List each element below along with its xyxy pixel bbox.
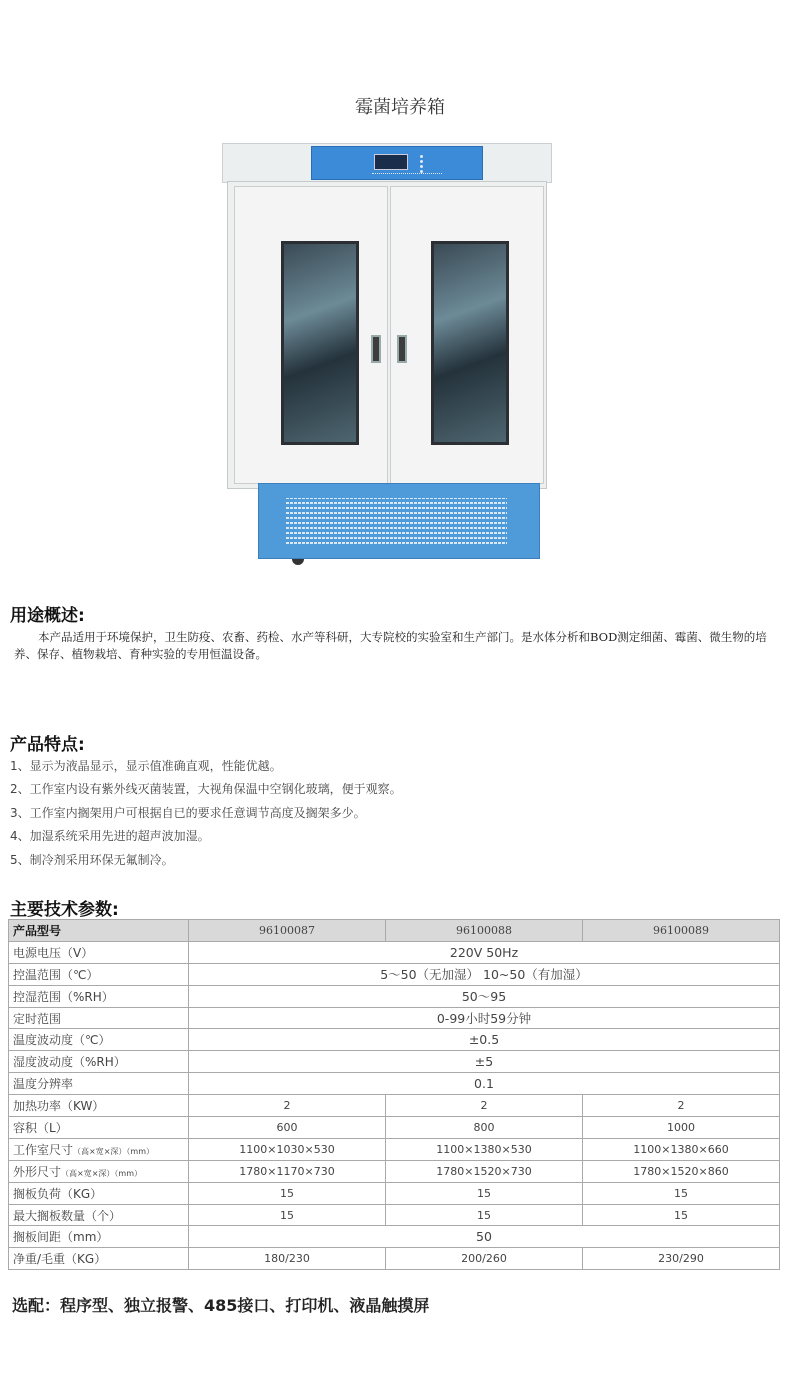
features-list bbox=[10, 755, 402, 872]
spec-label-text: 搁板间距（mm） bbox=[13, 1230, 109, 1245]
spec-label bbox=[9, 1029, 189, 1051]
spec-value: 15 bbox=[189, 1182, 386, 1204]
spec-value: 2 bbox=[386, 1095, 583, 1117]
spec-value: 15 bbox=[583, 1204, 780, 1226]
page-title: 霉菌培养箱 bbox=[355, 97, 445, 118]
spec-row bbox=[9, 1095, 780, 1117]
spec-header-row bbox=[9, 920, 780, 942]
spec-label-text: 温度分辨率 bbox=[13, 1077, 74, 1092]
spec-value: 230/290 bbox=[583, 1248, 780, 1270]
left-door bbox=[234, 186, 388, 484]
spec-value: 220V 50Hz bbox=[189, 941, 780, 963]
spec-label bbox=[9, 1248, 189, 1270]
features-heading: 产品特点: bbox=[10, 735, 85, 755]
spec-label bbox=[9, 1138, 189, 1160]
spec-label bbox=[9, 985, 189, 1007]
incubator-image bbox=[222, 143, 552, 563]
spec-row bbox=[9, 1117, 780, 1139]
cabinet-base bbox=[258, 483, 540, 559]
right-door-handle bbox=[397, 335, 407, 363]
cabinet-top bbox=[222, 143, 552, 183]
specs-heading: 主要技术参数: bbox=[10, 900, 119, 920]
spec-value: 15 bbox=[386, 1204, 583, 1226]
spec-label-text: 最大搁板数量（个） bbox=[13, 1208, 122, 1223]
spec-row bbox=[9, 1204, 780, 1226]
spec-label bbox=[9, 1007, 189, 1029]
spec-label-unit: （高×宽×深）（mm） bbox=[73, 1146, 155, 1156]
spec-label bbox=[9, 1204, 189, 1226]
right-door-window bbox=[431, 241, 509, 445]
spec-row bbox=[9, 1138, 780, 1160]
right-door bbox=[390, 186, 544, 484]
spec-row bbox=[9, 1182, 780, 1204]
spec-row bbox=[9, 1073, 780, 1095]
spec-value: 1000 bbox=[583, 1117, 780, 1139]
spec-value: 15 bbox=[583, 1182, 780, 1204]
spec-value: 180/230 bbox=[189, 1248, 386, 1270]
spec-value: 50～95 bbox=[189, 985, 780, 1007]
cabinet-body bbox=[227, 181, 547, 489]
spec-label-text: 温度波动度（℃） bbox=[13, 1033, 111, 1048]
feature-item: 3、工作室内搁架用户可根据自已的要求任意调节高度及搁架多少。 bbox=[10, 805, 366, 820]
spec-value: 200/260 bbox=[386, 1248, 583, 1270]
model-number: 96100089 bbox=[583, 920, 780, 942]
spec-value: 1100×1380×660 bbox=[583, 1138, 780, 1160]
spec-label bbox=[9, 1073, 189, 1095]
spec-value: 0-99小时59分钟 bbox=[189, 1007, 780, 1029]
spec-value: 0.1 bbox=[189, 1073, 780, 1095]
spec-label-text: 容积（L） bbox=[13, 1120, 68, 1135]
model-number: 96100088 bbox=[386, 920, 583, 942]
spec-label bbox=[9, 1182, 189, 1204]
spec-value: ±5 bbox=[189, 1051, 780, 1073]
spec-label bbox=[9, 1117, 189, 1139]
model-label: 产品型号 bbox=[9, 920, 189, 942]
feature-item: 4、加湿系统采用先进的超声波加湿。 bbox=[10, 829, 210, 844]
spec-label-text: 湿度波动度（%RH） bbox=[13, 1055, 126, 1070]
spec-label-text: 加热功率（KW） bbox=[13, 1099, 105, 1114]
spec-row bbox=[9, 1248, 780, 1270]
spec-row bbox=[9, 1160, 780, 1182]
spec-row bbox=[9, 1029, 780, 1051]
spec-label-text: 搁板负荷（KG） bbox=[13, 1186, 103, 1201]
spec-label bbox=[9, 1160, 189, 1182]
spec-label-text: 工作室尺寸 bbox=[13, 1142, 74, 1157]
spec-value: 1100×1030×530 bbox=[189, 1138, 386, 1160]
feature-item: 5、制冷剂采用环保无氟制冷。 bbox=[10, 852, 174, 867]
feature-item: 1、显示为液晶显示，显示值准确直观，性能优越。 bbox=[10, 759, 282, 773]
lcd-display bbox=[374, 154, 408, 170]
spec-row bbox=[9, 1051, 780, 1073]
spec-label-text: 电源电压（V） bbox=[13, 945, 94, 960]
spec-label-text: 外形尺寸 bbox=[13, 1164, 62, 1179]
usage-heading: 用途概述: bbox=[10, 606, 85, 626]
model-number: 96100087 bbox=[189, 920, 386, 942]
spec-row bbox=[9, 1226, 780, 1248]
spec-value: 600 bbox=[189, 1117, 386, 1139]
spec-value: 15 bbox=[386, 1182, 583, 1204]
spec-label bbox=[9, 1051, 189, 1073]
spec-value: 1780×1520×730 bbox=[386, 1160, 583, 1182]
panel-keys bbox=[412, 153, 432, 175]
left-door-window bbox=[281, 241, 359, 445]
spec-value: 15 bbox=[189, 1204, 386, 1226]
spec-label-text: 控温范围（℃） bbox=[13, 967, 99, 982]
spec-row bbox=[9, 963, 780, 985]
spec-row bbox=[9, 1007, 780, 1029]
spec-row bbox=[9, 941, 780, 963]
spec-label bbox=[9, 1226, 189, 1248]
spec-value: ±0.5 bbox=[189, 1029, 780, 1051]
options-line: 选配：程序型、独立报警、485接口、打印机、液晶触摸屏 bbox=[12, 1296, 430, 1315]
spec-value: 1100×1380×530 bbox=[386, 1138, 583, 1160]
spec-value: 2 bbox=[583, 1095, 780, 1117]
spec-row bbox=[9, 985, 780, 1007]
spec-label-text: 控湿范围（%RH） bbox=[13, 989, 114, 1004]
spec-label bbox=[9, 963, 189, 985]
spec-value: 50 bbox=[189, 1226, 780, 1248]
spec-label-unit: （高×宽×深）（mm） bbox=[61, 1168, 143, 1178]
control-panel bbox=[311, 146, 483, 180]
spec-value: 1780×1170×730 bbox=[189, 1160, 386, 1182]
usage-text: 本产品适用于环境保护，卫生防疫、农畜、药检、水产等科研，大专院校的实验室和生产部门。是水体分析和BOD测定细菌、霉菌、微生物的培养、保存、植物栽培、育种实验的专用恒温设备。 bbox=[14, 630, 767, 661]
vent-grille bbox=[285, 498, 507, 544]
spec-label bbox=[9, 1095, 189, 1117]
left-door-handle bbox=[371, 335, 381, 363]
spec-value: 800 bbox=[386, 1117, 583, 1139]
spec-label-text: 定时范围 bbox=[13, 1011, 62, 1026]
spec-value: 1780×1520×860 bbox=[583, 1160, 780, 1182]
spec-table bbox=[8, 919, 780, 1270]
spec-label-text: 净重/毛重（KG） bbox=[13, 1252, 107, 1267]
caster-wheel bbox=[292, 559, 304, 565]
spec-body bbox=[9, 941, 780, 1269]
spec-value: 5～50（无加湿） 10~50（有加湿） bbox=[189, 963, 780, 985]
feature-item: 2、工作室内设有紫外线灭菌装置，大视角保温中空钢化玻璃，便于观察。 bbox=[10, 782, 402, 797]
spec-value: 2 bbox=[189, 1095, 386, 1117]
spec-label bbox=[9, 941, 189, 963]
